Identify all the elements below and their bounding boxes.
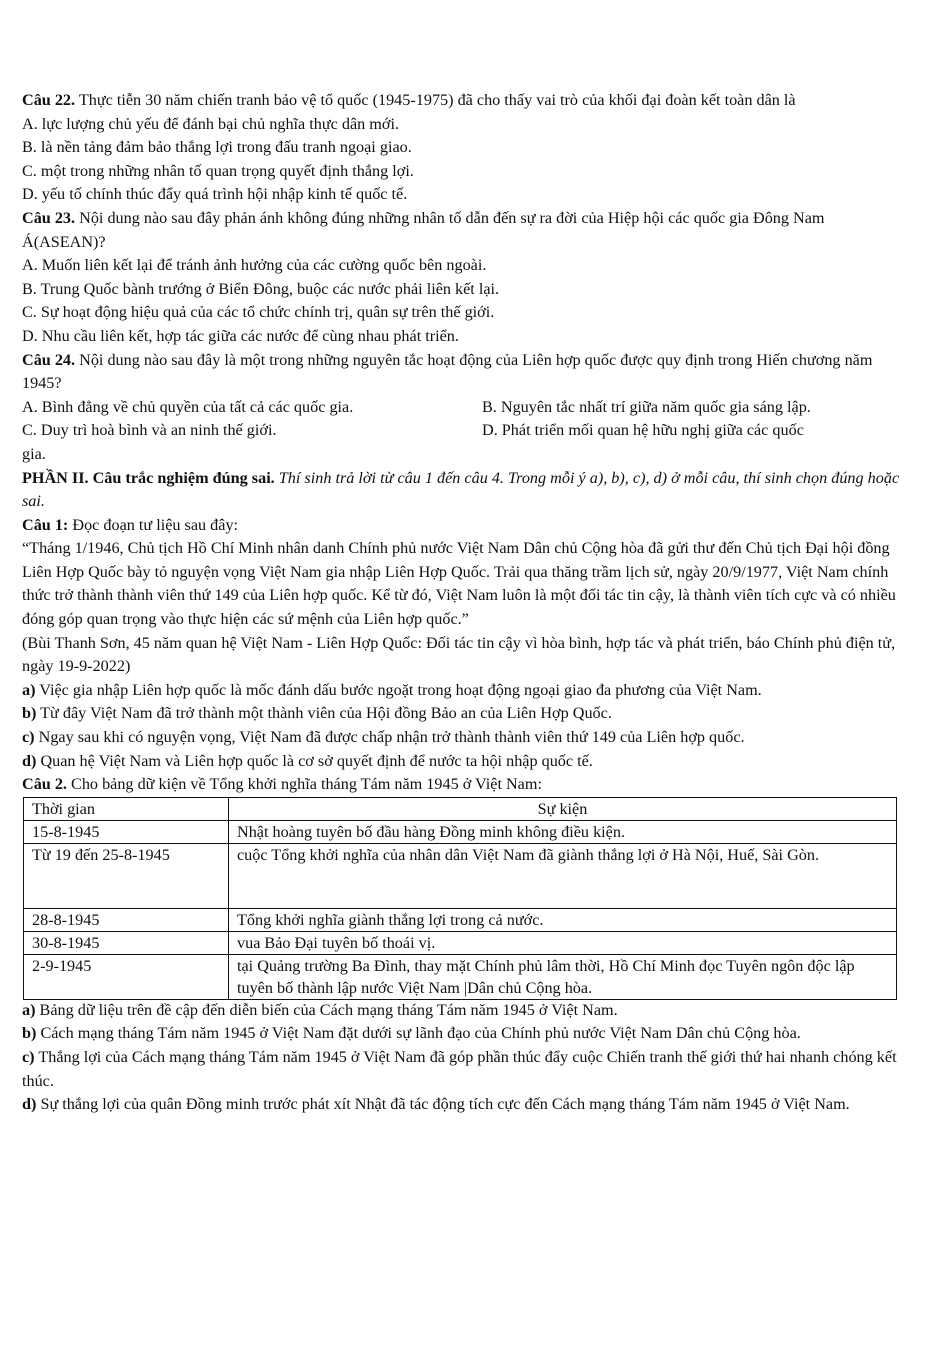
c1-item-d	[22, 750, 902, 774]
q23-option-b: B. Trung Quốc bành trướng ở Biển Đông, buộc các nước phải liên kết lại.	[22, 279, 500, 298]
table-cell-event: Nhật hoàng tuyên bố đầu hàng Đồng minh không điều kiện.	[229, 820, 897, 843]
q24-stem	[22, 349, 902, 396]
c1-item-a-key: a)	[22, 680, 36, 699]
q24-options-row-1	[22, 396, 902, 420]
c1-label: Câu 1:	[22, 515, 69, 534]
table-header-time: Thời gian	[24, 797, 229, 820]
q24-option-d-cont: gia.	[22, 444, 46, 463]
table-row	[24, 931, 897, 954]
c2-item-c-key: c)	[22, 1048, 35, 1066]
table-cell-time: 30-8-1945	[24, 931, 229, 954]
q23-option-a: A. Muốn liên kết lại để tránh ảnh hưởng của các cường quốc bên ngoài.	[22, 256, 487, 275]
c2-item-b	[22, 1022, 902, 1046]
c1-item-c-text: Ngay sau khi có nguyện vọng, Việt Nam đã được chấp nhận trở thành thành viên thứ 149 của Liên hợp quốc.	[34, 728, 745, 747]
q22-option-b: B. là nền tảng đảm bảo thắng lợi trong đấu tranh ngoại giao.	[22, 138, 412, 157]
c1-item-d-text: Quan hệ Việt Nam và Liên hợp quốc là cơ sở quyết định để nước ta hội nhập quốc tế.	[36, 751, 593, 770]
q23-stem	[22, 207, 902, 254]
q24-label: Câu 24.	[22, 350, 76, 369]
q22-stem-text: Thực tiễn 30 năm chiến tranh bảo vệ tổ quốc (1945-1975) đã cho thấy vai trò của khối đại đoàn kết toàn dân là	[75, 91, 796, 109]
c1-quote: “Tháng 1/1946, Chủ tịch Hồ Chí Minh nhân danh Chính phủ nước Việt Nam Dân chủ Cộng hòa đã gửi thư đến Chủ tịch Đại hội đồng Liên Hợp Quốc bày tỏ nguyện vọng Việt Nam gia nhập Liên Hợp Quốc. Trải qua thăng trầm lịch sử, ngày 20/9/1977, Việt Nam chính thức trở thành thành viên thứ 149 của Liên hợp quốc. Kể từ đó, Việt Nam luôn là một đối tác tin cậy, là thành viên tích cực và có nhiều đóng góp quan trọng vào thực hiện các sứ mệnh của Liên hợp quốc.”	[22, 539, 896, 629]
table-cell-event: tại Quảng trường Ba Đình, thay mặt Chính phủ lâm thời, Hồ Chí Minh đọc Tuyên ngôn độc lập tuyên bố thành lập nước Việt Nam |Dân chủ Cộng hòa.	[229, 954, 897, 999]
q23-stem-text: Nội dung nào sau đây phản ánh không đúng những nhân tố dẫn đến sự ra đời của Hiệp hội các quốc gia Đông Nam Á(ASEAN)?	[22, 208, 825, 251]
q24-options-row-2	[22, 419, 902, 443]
c2-item-d-key: d)	[22, 1095, 37, 1114]
c2-item-c-text: Thắng lợi của Cách mạng tháng Tám năm 1945 ở Việt Nam đã góp phần thúc đẩy cuộc Chiến tranh thế giới thứ hai nhanh chóng kết thúc.	[22, 1048, 897, 1090]
q23-option-c: C. Sự hoạt động hiệu quả của các tổ chức chính trị, quân sự trên thế giới.	[22, 303, 495, 322]
c2-stem	[22, 773, 902, 797]
table-cell-event: cuộc Tổng khởi nghĩa của nhân dân Việt Nam đã giành thắng lợi ở Hà Nội, Huế, Sài Gòn.	[229, 843, 897, 908]
c2-item-d-text: Sự thắng lợi của quân Đồng minh trước phát xít Nhật đã tác động tích cực đến Cách mạng tháng Tám năm 1945 ở Việt Nam.	[36, 1095, 850, 1114]
table-cell-event: Tổng khởi nghĩa giành thắng lợi trong cả nước.	[229, 908, 897, 931]
q24-option-c: C. Duy trì hoà bình và an ninh thế giới.	[22, 421, 277, 440]
c1-stem-text: Đọc đoạn tư liệu sau đây:	[68, 515, 239, 534]
c1-item-c	[22, 726, 902, 750]
table-row	[24, 820, 897, 843]
c2-item-a-text: Bảng dữ liệu trên đề cập đến diễn biến của Cách mạng tháng Tám năm 1945 ở Việt Nam.	[35, 1000, 618, 1019]
table-header-row	[24, 797, 897, 820]
part2-heading	[22, 467, 902, 514]
c1-item-b-text: Từ đây Việt Nam đã trở thành một thành viên của Hội đồng Bảo an của Liên Hợp Quốc.	[36, 704, 612, 723]
c2-item-d	[22, 1093, 902, 1117]
c1-item-a-text: Việc gia nhập Liên hợp quốc là mốc đánh dấu bước ngoặt trong hoạt động ngoại giao đa phương của Việt Nam.	[35, 680, 762, 699]
c1-source: (Bùi Thanh Sơn, 45 năm quan hệ Việt Nam - Liên Hợp Quốc: Đối tác tin cậy vì hòa bình, hợp tác và phát triển, báo Chính phủ điện tử, ngày 19-9-2022)	[22, 633, 896, 676]
q22-option-d: D. yếu tố chính thúc đẩy quá trình hội nhập kinh tế quốc tế.	[22, 185, 408, 204]
c2-item-b-text: Cách mạng tháng Tám năm 1945 ở Việt Nam đặt dưới sự lãnh đạo của Chính phủ nước Việt Nam Dân chủ Cộng hòa.	[36, 1024, 801, 1043]
table-cell-time: Từ 19 đến 25-8-1945	[24, 843, 229, 908]
c1-item-d-key: d)	[22, 751, 37, 770]
q22-option-c: C. một trong những nhân tố quan trọng quyết định thắng lợi.	[22, 161, 414, 180]
events-table	[23, 797, 897, 1000]
c1-item-b	[22, 702, 902, 726]
c2-stem-text: Cho bảng dữ kiện về Tổng khởi nghĩa tháng Tám năm 1945 ở Việt Nam:	[66, 775, 542, 794]
c2-label: Câu 2.	[22, 775, 67, 794]
c2-item-c	[22, 1046, 902, 1093]
c1-item-b-key: b)	[22, 704, 37, 723]
table-cell-time: 2-9-1945	[24, 954, 229, 999]
c1-stem	[22, 514, 902, 538]
part2-title: PHẦN II. Câu trắc nghiệm đúng sai.	[22, 468, 275, 487]
c2-item-a-key: a)	[22, 1000, 36, 1019]
q24-option-b: B. Nguyên tắc nhất trí giữa năm quốc gia sáng lập.	[482, 397, 811, 416]
table-cell-event: vua Bảo Đại tuyên bố thoái vị.	[229, 931, 897, 954]
q23-label: Câu 23.	[22, 208, 76, 227]
c1-item-c-key: c)	[22, 728, 35, 747]
q24-stem-text: Nội dung nào sau đây là một trong những nguyên tắc hoạt động của Liên hợp quốc được quy định trong Hiến chương năm 1945?	[22, 350, 873, 393]
c1-item-a	[22, 679, 902, 703]
part2-instruction: Thí sinh trả lời từ câu 1 đến câu 4. Trong mỗi ý a), b), c), d) ở mỗi câu, thí sinh chọn đúng hoặc sai.	[22, 468, 900, 511]
table-cell-time: 28-8-1945	[24, 908, 229, 931]
q22-stem	[22, 89, 902, 113]
q22-option-a: A. lực lượng chủ yếu để đánh bại chủ nghĩa thực dân mới.	[22, 114, 399, 133]
q24-option-d: D. Phát triển mối quan hệ hữu nghị giữa các quốc	[482, 421, 804, 440]
table-row	[24, 843, 897, 908]
q23-option-d: D. Nhu cầu liên kết, hợp tác giữa các nước để cùng nhau phát triển.	[22, 326, 459, 345]
table-cell-time: 15-8-1945	[24, 820, 229, 843]
c2-item-b-key: b)	[22, 1024, 37, 1043]
q22-label: Câu 22.	[22, 91, 76, 109]
q24-option-a: A. Bình đẳng về chủ quyền của tất cả các quốc gia.	[22, 397, 354, 416]
table-header-event: Sự kiện	[229, 797, 897, 820]
exam-page	[22, 89, 902, 1117]
c2-item-a	[22, 999, 902, 1023]
table-row	[24, 908, 897, 931]
table-row	[24, 954, 897, 999]
